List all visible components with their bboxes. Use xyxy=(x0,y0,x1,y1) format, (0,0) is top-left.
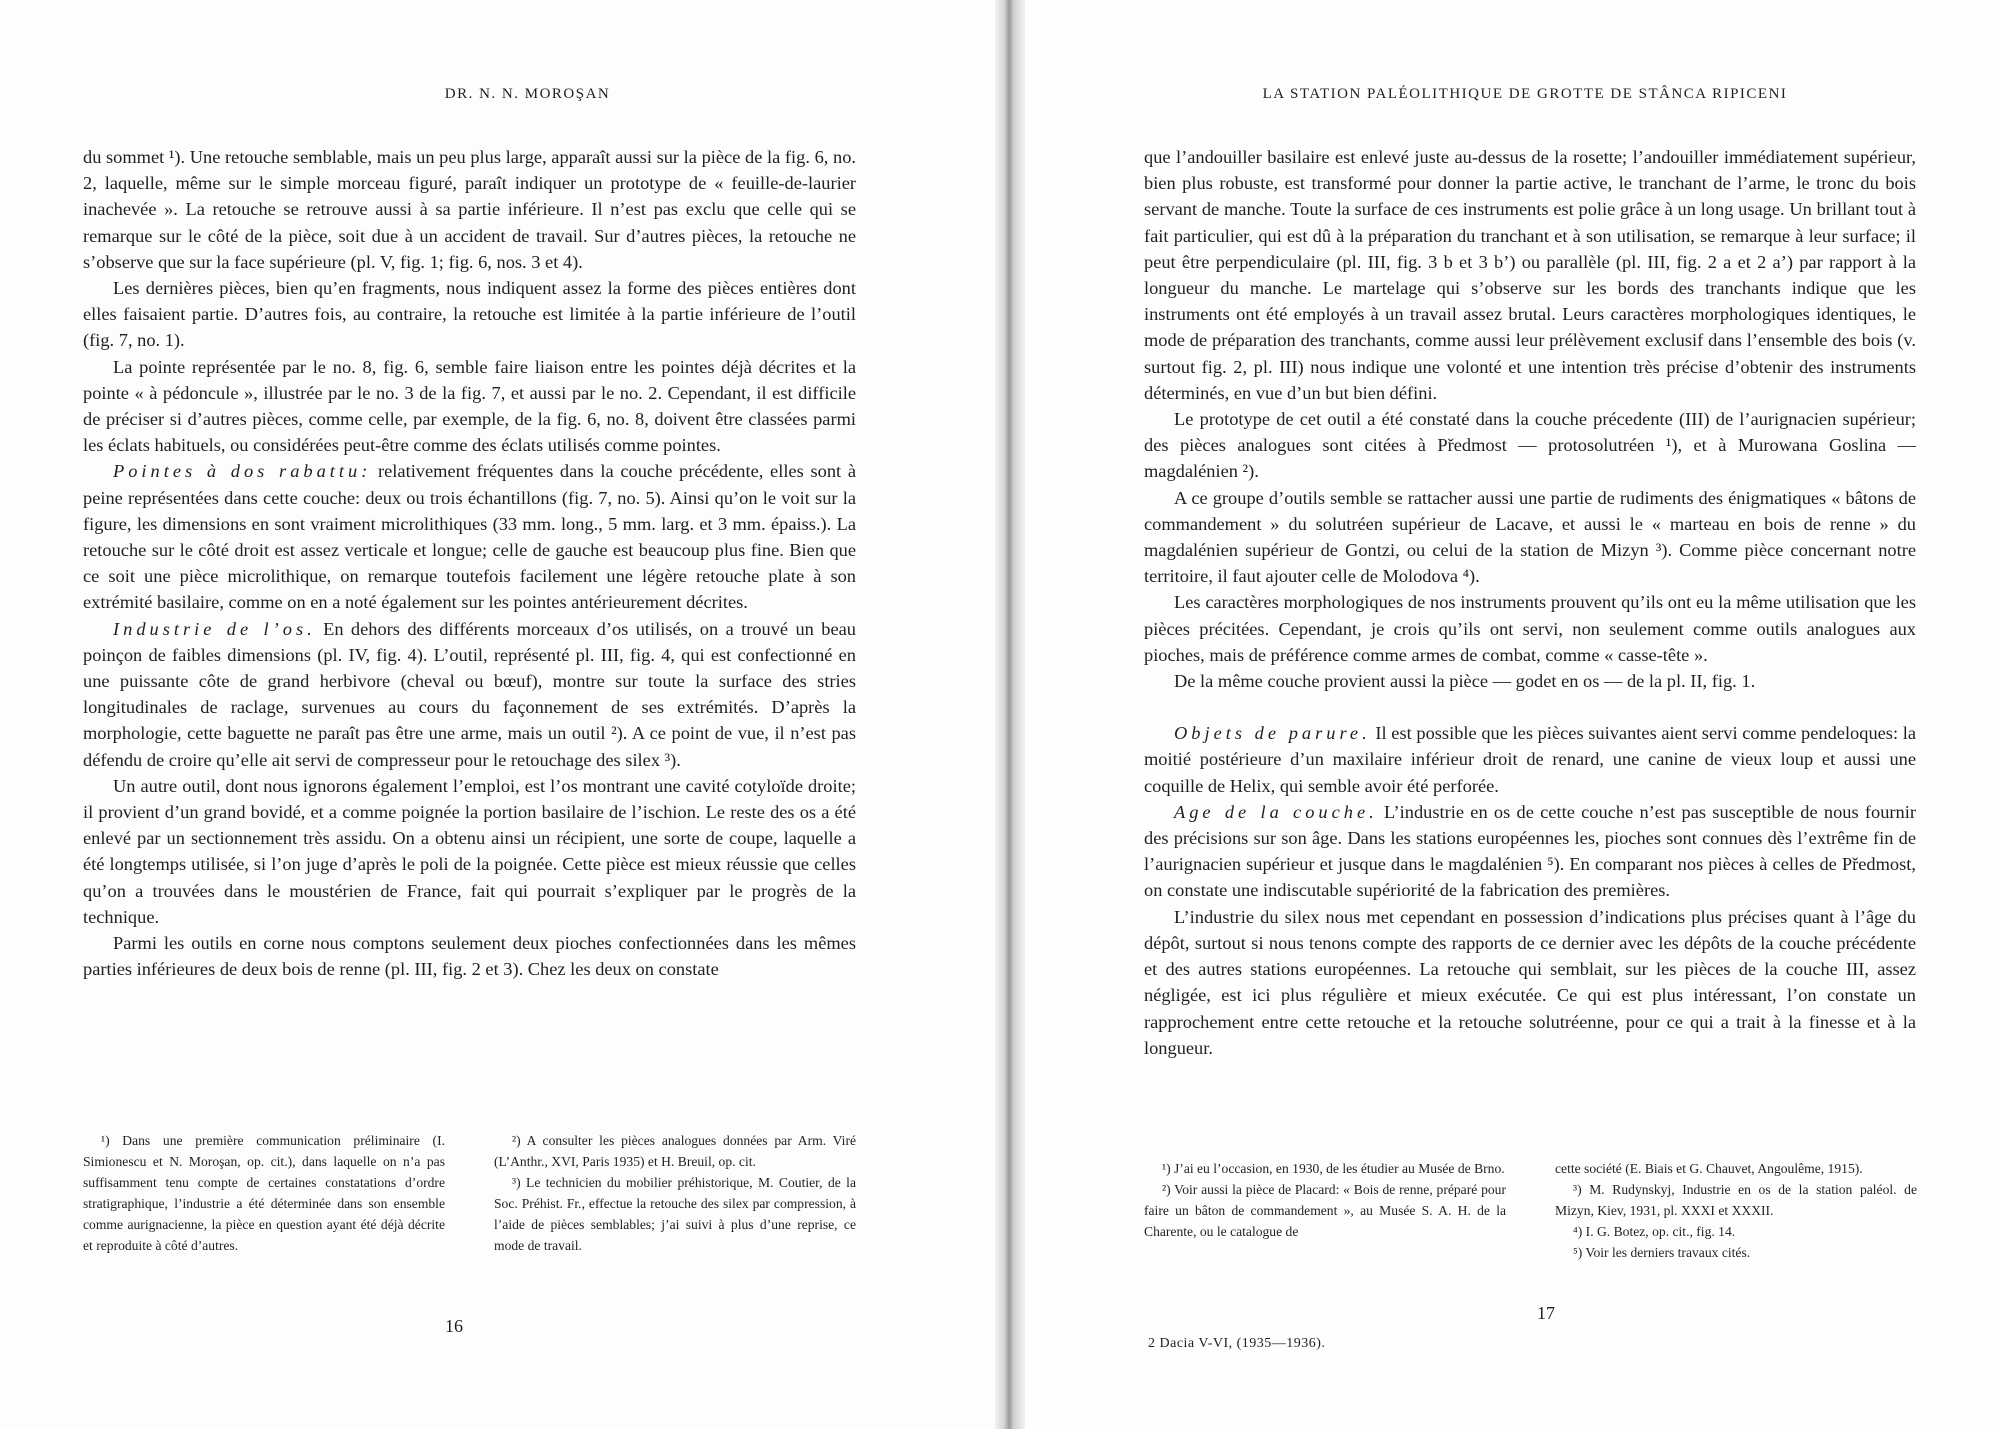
left-paragraph-5-text: En dehors des différents morceaux d’os utilisés, on a trouvé un beau poinçon de faibles dimensions (pl. IV, fig. 4). L’outil, représenté pl. III, fig. 4, qui est confectionné en une puissante côte de grand herbivore (cheval ou bœuf), montre sur toute la surface des stries longitudinales de raclage, survenues au cours du façonnement de ses extrémités. D’après la morphologie, cette baguette ne paraît pas être une arme, mais un outil ²). A ce point de vue, il n’est pas défendu de croire qu’elle ait servi de compresseur pour le retouchage des silex ³). xyxy=(83,618,856,770)
section-heading-industrie-os: Industrie de l’os. xyxy=(113,618,316,639)
right-paragraph-7-text: L’industrie en os de cette couche n’est pas susceptible de nous fournir des précisions sur son âge. Dans les stations européennes les, pioches sont connues dès l’extrême fin de l’aurignacien supérieur et jusque dans le magdalénien ⁵). En comparant nos pièces à celles de Předmost, on constate une indiscutable supériorité de la fabrication des premières. xyxy=(1144,801,1916,901)
left-paragraph-4-text: relativement fréquentes dans la couche précédente, elles sont à peine représentées dans cette couche: deux ou trois échantillons (fig. 7, no. 5). Ainsi qu’on le voit sur la figure, les dimensions en sont vraiment microlithiques (33 mm. long., 5 mm. larg. et 3 mm. épaiss.). La retouche sur le côté droit est assez verticale et longue; celle de gauche est beaucoup plus fine. Bien que ce soit une pièce microlithique, on remarque toutefois facilement une légère retouche plate à son extrémité basilaire, comme on en a noté également sur les pointes antérieurement décrites. xyxy=(83,461,856,613)
right-page xyxy=(1025,0,2000,1429)
right-footnote-2-continued: cette société (E. Biais et G. Chauvet, Angoulême, 1915). xyxy=(1555,1161,1863,1176)
printer-signature-mark: 2 Dacia V-VI, (1935—1936). xyxy=(1148,1336,1326,1351)
right-footnote-5: ⁵) Voir les derniers travaux cités. xyxy=(1573,1245,1751,1260)
right-paragraph-1: que l’andouiller basilaire est enlevé juste au-dessus de la rosette; l’andouiller immédiatement supérieur, bien plus robuste, est transformé pour donner la partie active, le tranchant de l’arme, le tronc du bois servant de manche. Toute la surface de ces instruments est polie grâce à un long usage. Un brillant tout à fait particulier, qui est dû à la préparation du tranchant et à son utilisation, se remarque à leur surface; il peut être perpendiculaire (pl. III, fig. 3 b et 3 b’) ou parallèle (pl. III, fig. 2 a et 2 a’) par rapport à la longueur du manche. Le martelage qui s’observe sur les bords des tranchants indique que les instruments ont été employés à un travail assez brutal. Leurs caractères morphologiques identiques, le mode de préparation des tranchants, comme aussi leur prélèvement exclusif dans l’ensemble des bois (v. surtout fig. 2, pl. III) nous indique une volonté et une intention très précise d’obtenir des instruments déterminés, en vue d’un but bien défini. xyxy=(1144,147,1916,403)
section-heading-pointes: Pointes à dos rabattu: xyxy=(113,461,372,482)
book-gutter xyxy=(995,0,1025,1429)
section-heading-age-couche: Age de la couche. xyxy=(1174,801,1378,822)
left-page xyxy=(0,0,995,1429)
page-number-left: 16 xyxy=(445,1316,463,1336)
right-paragraph-3: A ce groupe d’outils semble se rattacher aussi une partie de rudiments des énigmatiques « bâtons de commandement » du solutréen supérieur de Lacave, et aussi le « marteau en bois de renne » du magdalénien supérieur de Gontzi, ou celui de la station de Mizyn ³). Comme pièce concernant notre territoire, il faut ajouter celle de Molodova ⁴). xyxy=(1144,487,1916,587)
left-footnote-2: ²) A consulter les pièces analogues données par Arm. Viré (L’Anthr., XVI, Paris 1935) et H. Breuil, op. cit. xyxy=(494,1133,856,1169)
left-paragraph-7: Parmi les outils en corne nous comptons seulement deux pioches confectionnées dans les mêmes parties inférieures de deux bois de renne (pl. III, fig. 2 et 3). Chez les deux on constate xyxy=(83,933,856,980)
section-heading-objets-parure: Objets de parure. xyxy=(1174,723,1371,744)
right-footnotes-col-1 xyxy=(1144,1158,1506,1242)
right-paragraph-2: Le prototype de cet outil a été constaté dans la couche précedente (III) de l’aurignacien supérieur; des pièces analogues sont citées à Předmost — protosolutréen ¹), et à Murowana Goslina — magdalénien ²). xyxy=(1144,409,1916,482)
left-body-text xyxy=(83,144,856,983)
left-paragraph-1: du sommet ¹). Une retouche semblable, mais un peu plus large, apparaît aussi sur la pièce de la fig. 6, no. 2, laquelle, même sur le simple morceau figuré, paraît indiquer un prototype de « feuille-de-laurier inachevée ». La retouche se retrouve aussi à sa partie inférieure. Il n’est pas exclu que celle qui se remarque sur le côté de la pièce, soit due à un accident de travail. Sur d’autres pièces, la retouche ne s’observe que sur la face supérieure (pl. V, fig. 1; fig. 6, nos. 3 et 4). xyxy=(83,147,856,272)
right-paragraph-4: Les caractères morphologiques de nos instruments prouvent qu’ils ont eu la même utilisation que les pièces précitées. Cependant, je crois qu’ils ont servi, non seulement comme outils analogues aux pioches, mais de préférence comme armes de combat, comme « casse-tête ». xyxy=(1144,592,1916,665)
left-footnotes-col-1 xyxy=(83,1130,445,1256)
page-number-right: 17 xyxy=(1537,1303,1555,1323)
left-paragraph-6: Un autre outil, dont nous ignorons également l’emploi, est l’os montrant une cavité cotyloïde droite; il provient d’un grand bovidé, et a comme poignée la portion basilaire de l’ischion. Le reste des os a été enlevé par un sectionnement très assidu. On a obtenu ainsi un récipient, une sorte de coupe, laquelle a été longtemps utilisée, si l’on juge d’après le poli de la poignée. Cette pièce est mieux réussie que celles qu’on a trouvées dans le moustérien de France, fait qui pourrait s’expliquer par le progrès de la technique. xyxy=(83,775,856,927)
left-paragraph-2: Les dernières pièces, bien qu’en fragments, nous indiquent assez la forme des pièces entières dont elles faisaient partie. D’autres fois, au contraire, la retouche est limitée à la partie inférieure de l’outil (fig. 7, no. 1). xyxy=(83,278,856,351)
running-head-left: DR. N. N. MOROŞAN xyxy=(444,86,611,102)
right-body-text xyxy=(1144,144,1916,1061)
left-footnote-3: ³) Le technicien du mobilier préhistorique, M. Coutier, de la Soc. Préhist. Fr., effectue la retouche des silex par compression, à l’aide de pièces semblables; j’ai suivi à plus d’une reprise, ce mode de travail. xyxy=(494,1175,856,1253)
right-footnote-4: ⁴) I. G. Botez, op. cit., fig. 14. xyxy=(1573,1224,1736,1239)
left-paragraph-3: La pointe représentée par le no. 8, fig. 6, semble faire liaison entre les pointes déjà décrites et la pointe « à pédoncule », illustrée par le no. 3 de la fig. 7, et aussi par le no. 2. Cependant, il est difficile de préciser si d’autres pièces, comme celle, par exemple, de la fig. 6, no. 8, doivent être classées parmi les éclats habituels, ou considérées peut-être comme des éclats utilisés comme pointes. xyxy=(83,356,856,456)
right-paragraph-6-text: Il est possible que les pièces suivantes aient servi comme pendeloques: la moitié postérieure d’un maxilaire inférieur droit de renard, une canine de vieux loup et aussi une coquille de Helix, qui semble avoir été perforée. xyxy=(1144,723,1917,796)
right-paragraph-6 xyxy=(1144,720,1916,799)
left-footnotes-col-2 xyxy=(494,1130,856,1256)
left-footnote-1: ¹) Dans une première communication préliminaire (I. Simionescu et N. Moroşan, op. cit.), dans laquelle on n’a pas suffisamment tenu compte de certaines constatations d’ordre stratigraphique, l’industrie a été déterminée dans son ensemble comme aurignacienne, la pièce en question ayant été déjà décrite et reproduite à côté d’autres. xyxy=(83,1133,445,1253)
right-paragraph-5: De la même couche provient aussi la pièce — godet en os — de la pl. II, fig. 1. xyxy=(1174,671,1756,692)
right-footnote-3: ³) M. Rudynskyj, Industrie en os de la station paléol. de Mizyn, Kiev, 1931, pl. XXXI et XXXII. xyxy=(1555,1182,1917,1218)
left-paragraph-5 xyxy=(83,616,856,773)
right-footnote-2: ²) Voir aussi la pièce de Placard: « Bois de renne, préparé pour faire un bâton de commandement », au Musée S. A. H. de la Charente, ou le catalogue de xyxy=(1144,1182,1506,1239)
left-paragraph-4 xyxy=(83,458,856,615)
right-paragraph-8: L’industrie du silex nous met cependant en possession d’indications plus précises quant à l’âge du dépôt, surtout si nous tenons compte des rapports de ce dernier avec les dépôts de la couche précédente et des autres stations européennes. La retouche qui semblait, sur les pièces de la couche III, assez négligée, est ici plus régulière et mieux exécutée. Ce qui est plus intéressant, l’on constate un rapprochement entre cette retouche et la retouche solutréenne, pour ce qui a trait à la finesse et à la longueur. xyxy=(1144,906,1916,1058)
running-head-right: LA STATION PALÉOLITHIQUE DE GROTTE DE STÂNCA RIPICENI xyxy=(1262,86,1788,102)
right-footnotes-col-2 xyxy=(1555,1158,1917,1263)
right-footnote-1: ¹) J’ai eu l’occasion, en 1930, de les étudier au Musée de Brno. xyxy=(1162,1161,1505,1176)
right-paragraph-7 xyxy=(1144,799,1916,904)
